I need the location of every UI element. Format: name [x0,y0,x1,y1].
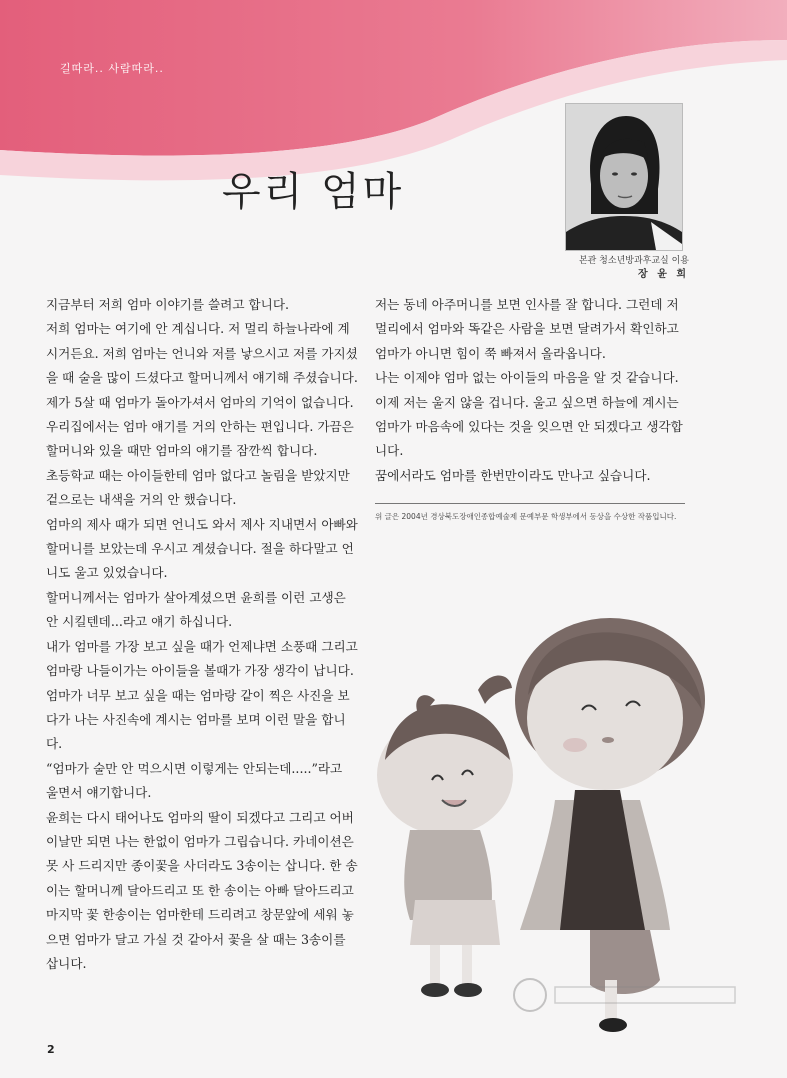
paragraph: 엄마가 너무 보고 싶을 때는 엄마랑 같이 찍은 사진을 보다가 나는 사진속에 계시는 엄마를 보며 이런 말을 합니다. [46,687,350,752]
paragraph: 저희 엄마는 여기에 안 계십니다. 저 멀리 하늘나라에 계시거든요. 저희 엄마는 언니와 저를 낳으시고 저를 가지셨을 때 술을 많이 드셨다고 할머니께서 얘기해 주셨습니다. [46,321,358,386]
faint-logo-watermark [510,975,740,1015]
author-name: 장 윤 희 [638,269,689,280]
paragraph: 지금부터 저희 엄마 이야기를 쓸려고 합니다. [46,297,289,312]
paragraph: 엄마의 제사 때가 되면 언니도 와서 제사 지내면서 아빠와 할머니를 보았는데 우시고 계셨습니다. 절을 하다말고 언니도 울고 있었습니다. [46,516,358,581]
clay-dolls-illustration [350,600,787,1040]
paragraph: “엄마가 술만 안 먹으시면 이렇게는 안되는데.....”라고 울면서 얘기합니다. [46,760,343,801]
author-photo [565,103,683,251]
paragraph: 윤희는 다시 태어나도 엄마의 딸이 되겠다고 그리고 어버이날만 되면 나는 한없이 엄마가 그립습니다. 카네이션은 못 사 드리지만 종이꽃을 사더라도 3송이는 삽니다. 한 송이는 할머니께 달아드리고 또 한 송이는 아빠 달아드리고 마지막 꽃 한송이는 엄마한테 드리려고 창문앞에 세워 놓으면 엄마가 달고 가실 것 같아서 꽃을 살 때는 3송이를 삽니다. [46,809,358,971]
left-column [46,293,358,976]
author-affiliation: 본관 청소년방과후교실 이용 [578,256,689,266]
paragraph: 나는 이제야 엄마 없는 아이들의 마음을 알 것 같습니다. [375,370,679,386]
author-caption [579,254,689,282]
paragraph: 초등학교 때는 아이들한테 엄마 없다고 놀림을 받았지만 겉으로는 내색을 거의 안 했습니다. [46,467,350,508]
paragraph: 저는 동네 아주머니를 보면 인사를 잘 합니다. 그런데 저 멀리에서 엄마와 똑같은 사람을 보면 달려가서 확인하고 엄마가 아니면 힘이 쭉 빠져서 올라옵니다. [375,297,679,361]
paragraph: 꿈에서라도 엄마를 한번만이라도 만나고 싶습니다. [375,467,651,483]
paragraph: 내가 엄마를 가장 보고 싶을 때가 언제냐면 소풍때 그리고 엄마랑 나들이가는 아이들을 볼때가 가장 생각이 납니다. [46,638,358,679]
paragraph: 제가 5살 때 엄마가 돌아가셔서 엄마의 기억이 없습니다. 우리집에서는 엄마 얘기를 거의 안하는 편입니다. 가끔은 할머니와 있을 때만 엄마의 얘기를 잠깐씩 합니다. [46,394,354,459]
paragraph: 이제 저는 울지 않을 겁니다. 울고 싶으면 하늘에 계시는 엄마가 마음속에 있다는 것을 잊으면 안 되겠다고 생각합니다. [375,394,683,459]
article-title: 우리 엄마 [222,169,405,215]
running-head: 길따라.. 사람따라.. [60,62,164,75]
footnote: 위 글은 2004년 경상북도장애인종합예술제 문예부문 학생부에서 동상을 수상한 작품입니다. [375,512,677,521]
paragraph: 할머니께서는 엄마가 살아계셨으면 윤희를 이런 고생은 안 시킬텐데...라고 얘기 하십니다. [46,589,346,630]
footnote-divider [375,503,685,504]
right-column [375,293,687,488]
page-number: 2 [47,1043,55,1056]
